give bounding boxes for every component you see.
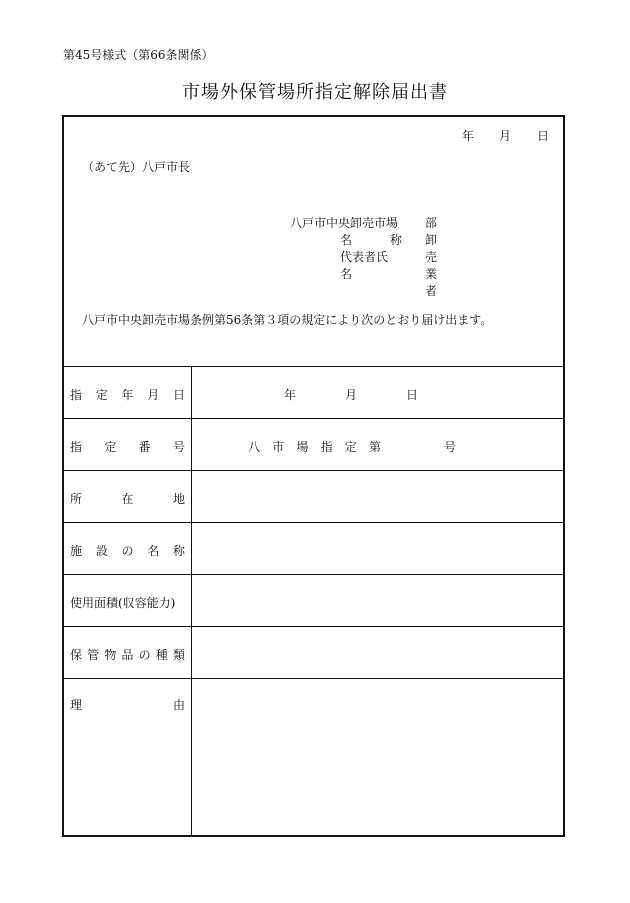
label-storage-items: 保 管 物 品 の 種 類 (70, 648, 185, 662)
label-usage-area: 使用面積(収容能力) (70, 596, 176, 610)
row-divider (63, 678, 564, 679)
row-divider (63, 522, 564, 523)
label-location: 所 在 地 (70, 492, 185, 506)
addressee: （あて先）八戸市長 (82, 160, 191, 174)
row-divider (63, 470, 564, 471)
label-designation-date: 指 定 年 月 日 (70, 388, 185, 402)
date-day: 日 (537, 129, 550, 143)
column-divider (191, 367, 192, 836)
label-designation-number: 指 定 番 号 (70, 440, 185, 454)
label-reason: 理 由 (70, 698, 185, 712)
form-number: 第45号様式（第66条関係） (63, 48, 214, 62)
table-top-line (63, 366, 564, 367)
row-divider (63, 626, 564, 627)
statement: 八戸市中央卸売市場条例第56条第３項の規定により次のとおり届け出ます。 (82, 313, 493, 327)
sender-market: 八戸市中央卸売市場 (290, 216, 399, 230)
sender-role: 部卸売業者 (425, 216, 438, 298)
date-year: 年 (462, 129, 475, 143)
document-title: 市場外保管場所指定解除届出書 (182, 82, 448, 103)
designation-date-month: 月 (345, 388, 358, 402)
sender-representative: 代表者氏名 (340, 250, 389, 281)
designation-number-prefix: 八 市 場 指 定 第 (248, 440, 381, 454)
sender-block (290, 215, 438, 298)
designation-number-suffix: 号 (444, 440, 457, 454)
date-month: 月 (499, 129, 512, 143)
row-divider (63, 418, 564, 419)
designation-date-day: 日 (406, 388, 419, 402)
row-divider (63, 574, 564, 575)
sender-name-label-2: 称 (390, 233, 403, 247)
sender-name-label-1: 名 (340, 233, 353, 247)
label-facility-name: 施 設 の 名 称 (70, 544, 185, 558)
designation-date-year: 年 (284, 388, 297, 402)
